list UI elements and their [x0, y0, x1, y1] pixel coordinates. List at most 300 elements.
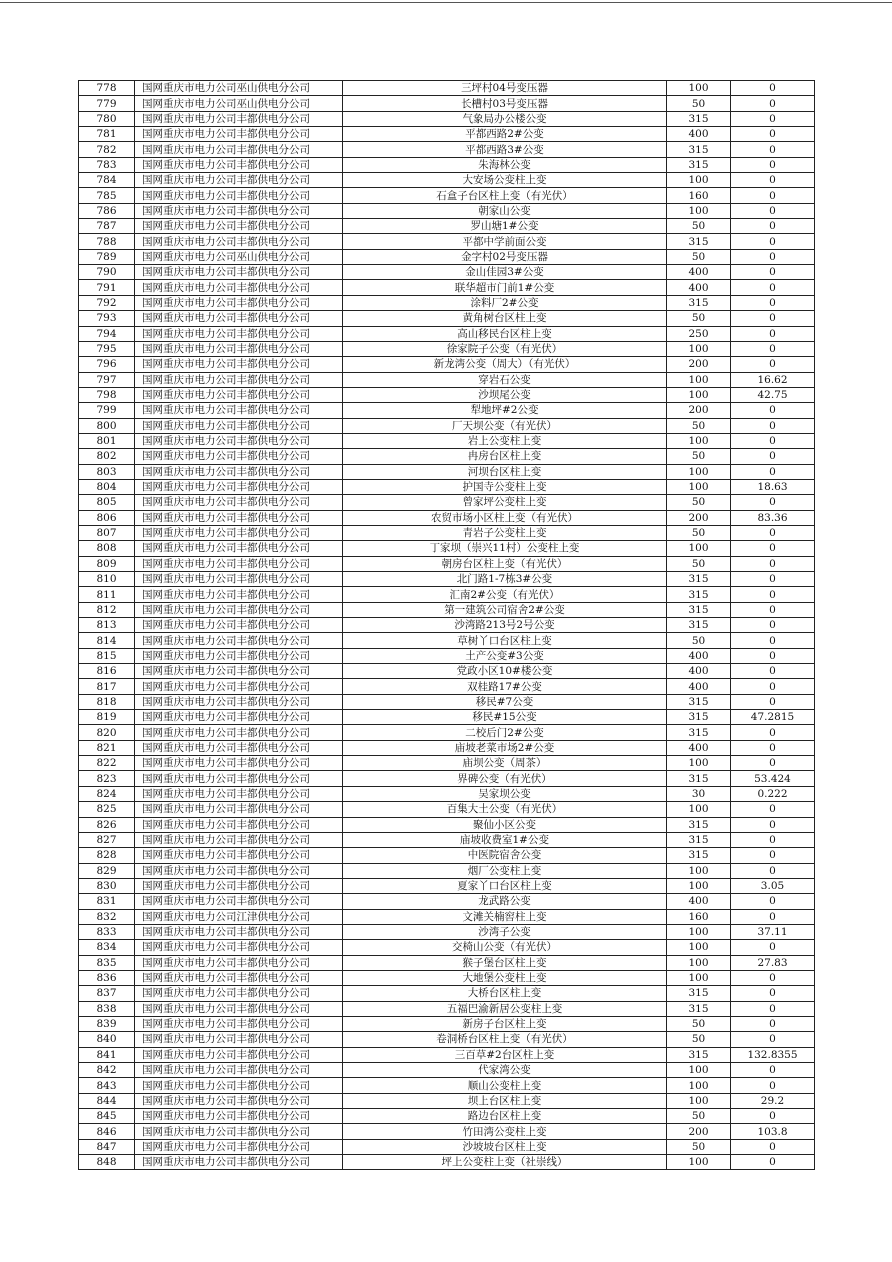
- value-cell: 0: [731, 817, 815, 832]
- company-name-cell: 国网重庆市电力公司丰都供电分公司: [135, 188, 343, 203]
- row-number-cell: 783: [79, 157, 135, 172]
- company-name-cell: 国网重庆市电力公司丰都供电分公司: [135, 111, 343, 126]
- company-name-cell: 国网重庆市电力公司丰都供电分公司: [135, 894, 343, 909]
- value-cell: 0: [731, 173, 815, 188]
- row-number-cell: 813: [79, 618, 135, 633]
- transformer-name-cell: 顺山公变柱上变: [343, 1078, 667, 1093]
- transformer-name-cell: 界碑公变（有光伏）: [343, 771, 667, 786]
- value-cell: 0: [731, 111, 815, 126]
- capacity-cell: 100: [667, 372, 731, 387]
- company-name-cell: 国网重庆市电力公司丰都供电分公司: [135, 664, 343, 679]
- table-row: [79, 1063, 815, 1078]
- transformer-name-cell: 代家湾公变: [343, 1063, 667, 1078]
- row-number-cell: 820: [79, 725, 135, 740]
- row-number-cell: 836: [79, 970, 135, 985]
- capacity-cell: 315: [667, 234, 731, 249]
- transformer-name-cell: 大地堡公变柱上变: [343, 970, 667, 985]
- value-cell: 0: [731, 203, 815, 218]
- capacity-cell: 315: [667, 725, 731, 740]
- capacity-cell: 200: [667, 403, 731, 418]
- transformer-name-cell: 平都西路2#公变: [343, 127, 667, 142]
- value-cell: 0: [731, 311, 815, 326]
- transformer-name-cell: 庙坡收费室1#公变: [343, 832, 667, 847]
- company-name-cell: 国网重庆市电力公司丰都供电分公司: [135, 572, 343, 587]
- table-row: [79, 771, 815, 786]
- capacity-cell: 400: [667, 894, 731, 909]
- capacity-cell: 50: [667, 418, 731, 433]
- table-row: [79, 710, 815, 725]
- company-name-cell: 国网重庆市电力公司丰都供电分公司: [135, 387, 343, 402]
- table-row: [79, 418, 815, 433]
- row-number-cell: 797: [79, 372, 135, 387]
- value-cell: 0: [731, 1109, 815, 1124]
- company-name-cell: 国网重庆市电力公司丰都供电分公司: [135, 602, 343, 617]
- table-row: [79, 510, 815, 525]
- table-row: [79, 894, 815, 909]
- company-name-cell: 国网重庆市电力公司丰都供电分公司: [135, 694, 343, 709]
- transformer-name-cell: 烟厂公变柱上变: [343, 863, 667, 878]
- transformer-name-cell: 坪上公变柱上变（社崇线）: [343, 1155, 667, 1170]
- company-name-cell: 国网重庆市电力公司丰都供电分公司: [135, 832, 343, 847]
- value-cell: 0: [731, 740, 815, 755]
- transformer-name-cell: 新龙湾公变（周大）（有光伏）: [343, 357, 667, 372]
- value-cell: 0: [731, 940, 815, 955]
- row-number-cell: 804: [79, 479, 135, 494]
- value-cell: 0: [731, 863, 815, 878]
- capacity-cell: 315: [667, 710, 731, 725]
- value-cell: 0: [731, 648, 815, 663]
- value-cell: 0: [731, 894, 815, 909]
- value-cell: 0: [731, 341, 815, 356]
- capacity-cell: 50: [667, 556, 731, 571]
- row-number-cell: 812: [79, 602, 135, 617]
- company-name-cell: 国网重庆市电力公司丰都供电分公司: [135, 940, 343, 955]
- row-number-cell: 816: [79, 664, 135, 679]
- table-row: [79, 1109, 815, 1124]
- value-cell: 0: [731, 633, 815, 648]
- company-name-cell: 国网重庆市电力公司巫山供电分公司: [135, 96, 343, 111]
- capacity-cell: 315: [667, 587, 731, 602]
- row-number-cell: 791: [79, 280, 135, 295]
- transformer-name-cell: 大桥台区柱上变: [343, 986, 667, 1001]
- capacity-cell: 100: [667, 940, 731, 955]
- capacity-cell: 100: [667, 387, 731, 402]
- transformer-name-cell: 草树丫口台区柱上变: [343, 633, 667, 648]
- company-name-cell: 国网重庆市电力公司丰都供电分公司: [135, 848, 343, 863]
- table-row: [79, 1155, 815, 1170]
- company-name-cell: 国网重庆市电力公司丰都供电分公司: [135, 479, 343, 494]
- transformer-name-cell: 中医院宿舍公变: [343, 848, 667, 863]
- table-row: [79, 572, 815, 587]
- capacity-cell: 315: [667, 694, 731, 709]
- value-cell: 0: [731, 587, 815, 602]
- transformer-name-cell: 高山移民台区柱上变: [343, 326, 667, 341]
- company-name-cell: 国网重庆市电力公司丰都供电分公司: [135, 817, 343, 832]
- row-number-cell: 807: [79, 525, 135, 540]
- table-row: [79, 633, 815, 648]
- row-number-cell: 781: [79, 127, 135, 142]
- capacity-cell: 315: [667, 572, 731, 587]
- table-row: [79, 587, 815, 602]
- table-row: [79, 817, 815, 832]
- company-name-cell: 国网重庆市电力公司丰都供电分公司: [135, 1093, 343, 1108]
- transformer-name-cell: 石盒子台区柱上变（有光伏）: [343, 188, 667, 203]
- value-cell: 0: [731, 618, 815, 633]
- table-row: [79, 679, 815, 694]
- transformer-name-cell: 三百草#2台区柱上变: [343, 1047, 667, 1062]
- capacity-cell: 100: [667, 802, 731, 817]
- capacity-cell: 50: [667, 525, 731, 540]
- table-row: [79, 372, 815, 387]
- company-name-cell: 国网重庆市电力公司丰都供电分公司: [135, 1078, 343, 1093]
- capacity-cell: 200: [667, 1124, 731, 1139]
- table-row: [79, 802, 815, 817]
- company-name-cell: 国网重庆市电力公司丰都供电分公司: [135, 372, 343, 387]
- company-name-cell: 国网重庆市电力公司丰都供电分公司: [135, 863, 343, 878]
- value-cell: 47.2815: [731, 710, 815, 725]
- capacity-cell: 160: [667, 909, 731, 924]
- capacity-cell: 315: [667, 986, 731, 1001]
- company-name-cell: 国网重庆市电力公司丰都供电分公司: [135, 142, 343, 157]
- capacity-cell: 100: [667, 1093, 731, 1108]
- table-row: [79, 188, 815, 203]
- capacity-cell: 50: [667, 1109, 731, 1124]
- company-name-cell: 国网重庆市电力公司丰都供电分公司: [135, 970, 343, 985]
- value-cell: 0: [731, 756, 815, 771]
- row-number-cell: 809: [79, 556, 135, 571]
- company-name-cell: 国网重庆市电力公司丰都供电分公司: [135, 1109, 343, 1124]
- capacity-cell: 400: [667, 265, 731, 280]
- value-cell: 0: [731, 572, 815, 587]
- transformer-name-cell: 长槽村03号变压器: [343, 96, 667, 111]
- capacity-cell: 50: [667, 219, 731, 234]
- transformer-name-cell: 路边台区柱上变: [343, 1109, 667, 1124]
- value-cell: 0: [731, 802, 815, 817]
- value-cell: 103.8: [731, 1124, 815, 1139]
- transformer-name-cell: 厂天坝公变（有光伏）: [343, 418, 667, 433]
- company-name-cell: 国网重庆市电力公司江津供电分公司: [135, 909, 343, 924]
- row-number-cell: 837: [79, 986, 135, 1001]
- row-number-cell: 793: [79, 311, 135, 326]
- row-number-cell: 789: [79, 249, 135, 264]
- table-row: [79, 295, 815, 310]
- value-cell: 0: [731, 664, 815, 679]
- capacity-cell: 50: [667, 633, 731, 648]
- table-row: [79, 357, 815, 372]
- company-name-cell: 国网重庆市电力公司丰都供电分公司: [135, 1001, 343, 1016]
- transformer-name-cell: 夏家丫口台区柱上变: [343, 878, 667, 893]
- company-name-cell: 国网重庆市电力公司丰都供电分公司: [135, 986, 343, 1001]
- company-name-cell: 国网重庆市电力公司丰都供电分公司: [135, 341, 343, 356]
- company-name-cell: 国网重庆市电力公司丰都供电分公司: [135, 771, 343, 786]
- table-row: [79, 265, 815, 280]
- row-number-cell: 839: [79, 1016, 135, 1031]
- row-number-cell: 845: [79, 1109, 135, 1124]
- capacity-cell: 30: [667, 786, 731, 801]
- capacity-cell: 100: [667, 203, 731, 218]
- company-name-cell: 国网重庆市电力公司丰都供电分公司: [135, 403, 343, 418]
- company-name-cell: 国网重庆市电力公司丰都供电分公司: [135, 802, 343, 817]
- company-name-cell: 国网重庆市电力公司丰都供电分公司: [135, 648, 343, 663]
- table-row: [79, 602, 815, 617]
- row-number-cell: 819: [79, 710, 135, 725]
- table-row: [79, 909, 815, 924]
- table-row: [79, 1139, 815, 1154]
- transformer-name-cell: 护国寺公变柱上变: [343, 479, 667, 494]
- value-cell: 37.11: [731, 924, 815, 939]
- company-name-cell: 国网重庆市电力公司丰都供电分公司: [135, 495, 343, 510]
- value-cell: 0: [731, 1139, 815, 1154]
- company-name-cell: 国网重庆市电力公司丰都供电分公司: [135, 449, 343, 464]
- table-body: [79, 81, 815, 1170]
- transformer-name-cell: 土产公变#3公变: [343, 648, 667, 663]
- capacity-cell: 250: [667, 326, 731, 341]
- value-cell: 0: [731, 433, 815, 448]
- capacity-cell: 315: [667, 602, 731, 617]
- table-row: [79, 280, 815, 295]
- row-number-cell: 790: [79, 265, 135, 280]
- row-number-cell: 828: [79, 848, 135, 863]
- row-number-cell: 835: [79, 955, 135, 970]
- table-row: [79, 433, 815, 448]
- table-row: [79, 387, 815, 402]
- row-number-cell: 811: [79, 587, 135, 602]
- capacity-cell: 100: [667, 878, 731, 893]
- row-number-cell: 799: [79, 403, 135, 418]
- value-cell: 0: [731, 219, 815, 234]
- company-name-cell: 国网重庆市电力公司丰都供电分公司: [135, 1124, 343, 1139]
- value-cell: 3.05: [731, 878, 815, 893]
- transformer-name-cell: 沙湾子公变: [343, 924, 667, 939]
- row-number-cell: 817: [79, 679, 135, 694]
- value-cell: 0: [731, 157, 815, 172]
- row-number-cell: 840: [79, 1032, 135, 1047]
- transformer-name-cell: 移民#7公变: [343, 694, 667, 709]
- row-number-cell: 822: [79, 756, 135, 771]
- company-name-cell: 国网重庆市电力公司丰都供电分公司: [135, 418, 343, 433]
- row-number-cell: 825: [79, 802, 135, 817]
- transformer-name-cell: 金山佳园3#公变: [343, 265, 667, 280]
- capacity-cell: 50: [667, 311, 731, 326]
- value-cell: 18.63: [731, 479, 815, 494]
- transformer-name-cell: 金字村02号变压器: [343, 249, 667, 264]
- row-number-cell: 785: [79, 188, 135, 203]
- row-number-cell: 788: [79, 234, 135, 249]
- row-number-cell: 844: [79, 1093, 135, 1108]
- row-number-cell: 829: [79, 863, 135, 878]
- capacity-cell: 315: [667, 1001, 731, 1016]
- capacity-cell: 400: [667, 648, 731, 663]
- value-cell: 0: [731, 418, 815, 433]
- table-row: [79, 986, 815, 1001]
- company-name-cell: 国网重庆市电力公司丰都供电分公司: [135, 510, 343, 525]
- row-number-cell: 810: [79, 572, 135, 587]
- row-number-cell: 808: [79, 541, 135, 556]
- row-number-cell: 815: [79, 648, 135, 663]
- table-row: [79, 694, 815, 709]
- table-row: [79, 740, 815, 755]
- capacity-cell: 315: [667, 817, 731, 832]
- transformer-name-cell: 徐家院子公变（有光伏）: [343, 341, 667, 356]
- capacity-cell: 100: [667, 924, 731, 939]
- table-row: [79, 1001, 815, 1016]
- row-number-cell: 818: [79, 694, 135, 709]
- value-cell: 0: [731, 403, 815, 418]
- table-row: [79, 786, 815, 801]
- row-number-cell: 798: [79, 387, 135, 402]
- capacity-cell: 50: [667, 96, 731, 111]
- company-name-cell: 国网重庆市电力公司丰都供电分公司: [135, 1063, 343, 1078]
- row-number-cell: 801: [79, 433, 135, 448]
- company-name-cell: 国网重庆市电力公司丰都供电分公司: [135, 464, 343, 479]
- transformer-name-cell: 联华超市门前1#公变: [343, 280, 667, 295]
- capacity-cell: 315: [667, 832, 731, 847]
- value-cell: 83.36: [731, 510, 815, 525]
- company-name-cell: 国网重庆市电力公司丰都供电分公司: [135, 433, 343, 448]
- value-cell: 29.2: [731, 1093, 815, 1108]
- transformer-name-cell: 百集大土公变（有光伏）: [343, 802, 667, 817]
- transformer-name-cell: 三坪村04号变压器: [343, 81, 667, 96]
- value-cell: 0: [731, 188, 815, 203]
- transformer-name-cell: 沙坡坡台区柱上变: [343, 1139, 667, 1154]
- value-cell: 0: [731, 249, 815, 264]
- transformer-name-cell: 移民#15公变: [343, 710, 667, 725]
- company-name-cell: 国网重庆市电力公司丰都供电分公司: [135, 955, 343, 970]
- transformer-name-cell: 涂料厂2#公变: [343, 295, 667, 310]
- row-number-cell: 830: [79, 878, 135, 893]
- company-name-cell: 国网重庆市电力公司丰都供电分公司: [135, 525, 343, 540]
- table-row: [79, 924, 815, 939]
- capacity-cell: 100: [667, 464, 731, 479]
- table-row: [79, 203, 815, 218]
- table-row: [79, 341, 815, 356]
- transformer-name-cell: 猴子堡台区柱上变: [343, 955, 667, 970]
- table-row: [79, 940, 815, 955]
- transformer-name-cell: 冉房台区柱上变: [343, 449, 667, 464]
- transformer-name-cell: 丁家坝（崇兴11村）公变柱上变: [343, 541, 667, 556]
- company-name-cell: 国网重庆市电力公司丰都供电分公司: [135, 556, 343, 571]
- row-number-cell: 806: [79, 510, 135, 525]
- capacity-cell: 400: [667, 280, 731, 295]
- capacity-cell: 100: [667, 341, 731, 356]
- table-row: [79, 249, 815, 264]
- company-name-cell: 国网重庆市电力公司丰都供电分公司: [135, 1155, 343, 1170]
- table-row: [79, 127, 815, 142]
- value-cell: 0: [731, 848, 815, 863]
- value-cell: 0: [731, 357, 815, 372]
- transformer-name-cell: 罗山塘1#公变: [343, 219, 667, 234]
- transformer-name-cell: 坝上台区柱上变: [343, 1093, 667, 1108]
- transformer-name-cell: 大安场公变柱上变: [343, 173, 667, 188]
- company-name-cell: 国网重庆市电力公司丰都供电分公司: [135, 1139, 343, 1154]
- row-number-cell: 843: [79, 1078, 135, 1093]
- row-number-cell: 831: [79, 894, 135, 909]
- transformer-name-cell: 岩上公变柱上变: [343, 433, 667, 448]
- transformer-name-cell: 穿岩石公变: [343, 372, 667, 387]
- table-row: [79, 111, 815, 126]
- company-name-cell: 国网重庆市电力公司丰都供电分公司: [135, 173, 343, 188]
- company-name-cell: 国网重庆市电力公司丰都供电分公司: [135, 203, 343, 218]
- company-name-cell: 国网重庆市电力公司丰都供电分公司: [135, 633, 343, 648]
- table-row: [79, 848, 815, 863]
- value-cell: 0: [731, 832, 815, 847]
- table-row: [79, 1124, 815, 1139]
- table-row: [79, 479, 815, 494]
- table-row: [79, 648, 815, 663]
- row-number-cell: 787: [79, 219, 135, 234]
- value-cell: 0: [731, 1032, 815, 1047]
- capacity-cell: 400: [667, 679, 731, 694]
- row-number-cell: 800: [79, 418, 135, 433]
- table-row: [79, 664, 815, 679]
- capacity-cell: 100: [667, 173, 731, 188]
- value-cell: 0: [731, 1155, 815, 1170]
- capacity-cell: 100: [667, 863, 731, 878]
- company-name-cell: 国网重庆市电力公司巫山供电分公司: [135, 81, 343, 96]
- row-number-cell: 786: [79, 203, 135, 218]
- company-name-cell: 国网重庆市电力公司丰都供电分公司: [135, 618, 343, 633]
- value-cell: 132.8355: [731, 1047, 815, 1062]
- capacity-cell: 200: [667, 510, 731, 525]
- capacity-cell: 400: [667, 740, 731, 755]
- value-cell: 0: [731, 1063, 815, 1078]
- transformer-name-cell: 庙坡老菜市场2#公变: [343, 740, 667, 755]
- company-name-cell: 国网重庆市电力公司丰都供电分公司: [135, 710, 343, 725]
- transformer-name-cell: 犁地坪#2公变: [343, 403, 667, 418]
- row-number-cell: 794: [79, 326, 135, 341]
- capacity-cell: 100: [667, 1063, 731, 1078]
- table-row: [79, 955, 815, 970]
- company-name-cell: 国网重庆市电力公司丰都供电分公司: [135, 234, 343, 249]
- transformer-name-cell: 新房子台区柱上变: [343, 1016, 667, 1031]
- table-row: [79, 725, 815, 740]
- transformer-name-cell: 气象局办公楼公变: [343, 111, 667, 126]
- company-name-cell: 国网重庆市电力公司丰都供电分公司: [135, 1032, 343, 1047]
- capacity-cell: 100: [667, 433, 731, 448]
- table-row: [79, 618, 815, 633]
- capacity-cell: 400: [667, 664, 731, 679]
- transformer-name-cell: 沙湾路213号2号公变: [343, 618, 667, 633]
- table-row: [79, 403, 815, 418]
- row-number-cell: 792: [79, 295, 135, 310]
- capacity-cell: 315: [667, 1047, 731, 1062]
- table-row: [79, 219, 815, 234]
- value-cell: 53.424: [731, 771, 815, 786]
- value-cell: 0: [731, 556, 815, 571]
- value-cell: 0: [731, 694, 815, 709]
- company-name-cell: 国网重庆市电力公司丰都供电分公司: [135, 357, 343, 372]
- table-row: [79, 449, 815, 464]
- row-number-cell: 779: [79, 96, 135, 111]
- company-name-cell: 国网重庆市电力公司丰都供电分公司: [135, 1016, 343, 1031]
- value-cell: 0: [731, 449, 815, 464]
- transformer-name-cell: 黄角树台区柱上变: [343, 311, 667, 326]
- table-row: [79, 556, 815, 571]
- table-row: [79, 1047, 815, 1062]
- row-number-cell: 848: [79, 1155, 135, 1170]
- row-number-cell: 795: [79, 341, 135, 356]
- table-row: [79, 173, 815, 188]
- row-number-cell: 784: [79, 173, 135, 188]
- value-cell: 0: [731, 679, 815, 694]
- table-row: [79, 970, 815, 985]
- company-name-cell: 国网重庆市电力公司丰都供电分公司: [135, 265, 343, 280]
- transformer-name-cell: 青岩子公变柱上变: [343, 525, 667, 540]
- row-number-cell: 833: [79, 924, 135, 939]
- value-cell: 0: [731, 1078, 815, 1093]
- value-cell: 0: [731, 81, 815, 96]
- transformer-name-cell: 平都中学前面公变: [343, 234, 667, 249]
